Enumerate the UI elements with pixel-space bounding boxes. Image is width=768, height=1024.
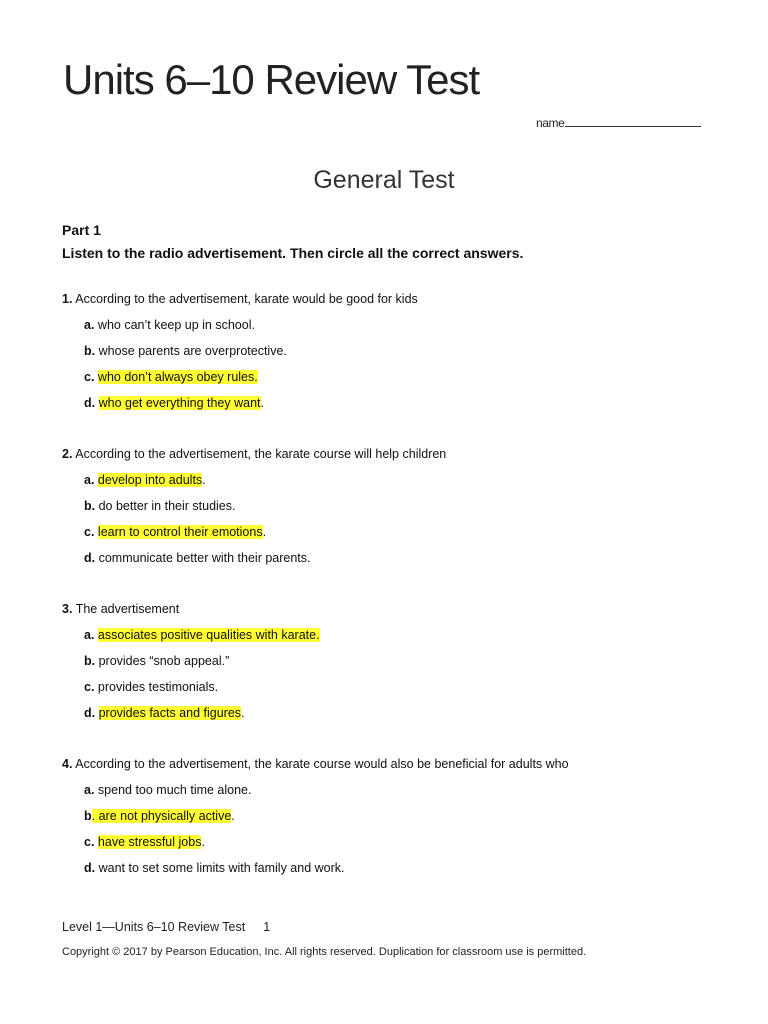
option-text: want to set some limits with family and work.: [98, 861, 345, 875]
highlighted-answer: . are not physically active: [91, 809, 232, 823]
option-text-after: .: [241, 706, 245, 720]
option-letter: c.: [84, 680, 95, 694]
option-text-after: .: [202, 473, 206, 487]
highlighted-answer: develop into adults: [97, 473, 203, 487]
option-4c: [84, 835, 205, 849]
option-1b: [84, 344, 287, 358]
option-text: who can’t keep up in school.: [97, 318, 255, 332]
highlighted-answer: have stressful jobs: [97, 835, 202, 849]
footer-level-text: Level 1—Units 6–10 Review Test: [62, 920, 246, 934]
question-number: 1.: [62, 292, 73, 306]
option-4d: [84, 861, 345, 875]
option-text: provides “snob appeal.”: [98, 654, 230, 668]
option-letter: a.: [84, 318, 95, 332]
option-1c: [84, 370, 258, 384]
page-number: 1: [263, 920, 271, 934]
part-instruction: Listen to the radio advertisement. Then circle all the correct answers.: [62, 245, 524, 261]
name-label: name: [536, 116, 565, 130]
highlighted-answer: who get everything they want: [98, 396, 261, 410]
option-text-after: .: [262, 525, 267, 539]
option-text: spend too much time alone.: [97, 783, 252, 797]
question-stem: According to the advertisement, the karate course would also be beneficial for adults who: [75, 757, 569, 771]
option-letter: b: [84, 809, 92, 823]
question-stem: According to the advertisement, karate would be good for kids: [75, 292, 418, 306]
question-number: 2.: [62, 447, 73, 461]
option-letter: d.: [84, 706, 96, 720]
highlighted-answer: provides facts and figures: [98, 706, 242, 720]
footer-level: [62, 920, 270, 934]
option-letter: c.: [84, 835, 95, 849]
question-number: 3.: [62, 602, 73, 616]
copyright-notice: Copyright © 2017 by Pearson Education, Inc. All rights reserved. Duplication for classroom use is permitted.: [62, 946, 587, 958]
option-letter: b.: [84, 499, 96, 513]
option-2d: [84, 551, 311, 565]
part-label: Part 1: [62, 222, 101, 238]
option-letter: d.: [84, 861, 96, 875]
option-text-after: .: [260, 396, 264, 410]
name-field: [536, 116, 701, 130]
page-title: Units 6–10 Review Test: [63, 56, 480, 103]
option-letter: d.: [84, 551, 96, 565]
option-2b: [84, 499, 235, 513]
option-3a: [84, 628, 320, 642]
highlighted-answer: who don’t always obey rules.: [97, 370, 258, 384]
section-subtitle: General Test: [313, 166, 455, 194]
question-1: [62, 292, 418, 306]
question-stem: The advertisement: [75, 602, 180, 616]
option-text-after: .: [201, 835, 205, 849]
option-3d: [84, 706, 245, 720]
option-letter: b.: [84, 654, 96, 668]
option-1a: [84, 318, 255, 332]
option-3b: [84, 654, 229, 668]
option-letter: b.: [84, 344, 96, 358]
option-letter: c.: [84, 525, 95, 539]
option-letter: a.: [84, 783, 95, 797]
option-text-after: .: [231, 809, 235, 823]
option-text: communicate better with their parents.: [98, 551, 311, 565]
option-4b: [84, 809, 235, 823]
option-2a: [84, 473, 206, 487]
option-1d: [84, 396, 264, 410]
option-text: whose parents are overprotective.: [98, 344, 287, 358]
question-stem: According to the advertisement, the karate course will help children: [75, 447, 447, 461]
question-3: [62, 602, 179, 616]
option-2c: [84, 525, 266, 539]
option-letter: a.: [84, 473, 95, 487]
option-3c: [84, 680, 218, 694]
option-letter: a.: [84, 628, 95, 642]
option-text: do better in their studies.: [98, 499, 236, 513]
option-letter: d.: [84, 396, 96, 410]
option-4a: [84, 783, 252, 797]
option-letter: c.: [84, 370, 95, 384]
question-number: 4.: [62, 757, 73, 771]
question-2: [62, 447, 446, 461]
name-blank-line: [565, 116, 701, 127]
option-text: provides testimonials.: [97, 680, 219, 694]
highlighted-answer: associates positive qualities with karate.: [97, 628, 320, 642]
highlighted-answer: learn to control their emotions: [97, 525, 263, 539]
question-4: [62, 757, 569, 771]
